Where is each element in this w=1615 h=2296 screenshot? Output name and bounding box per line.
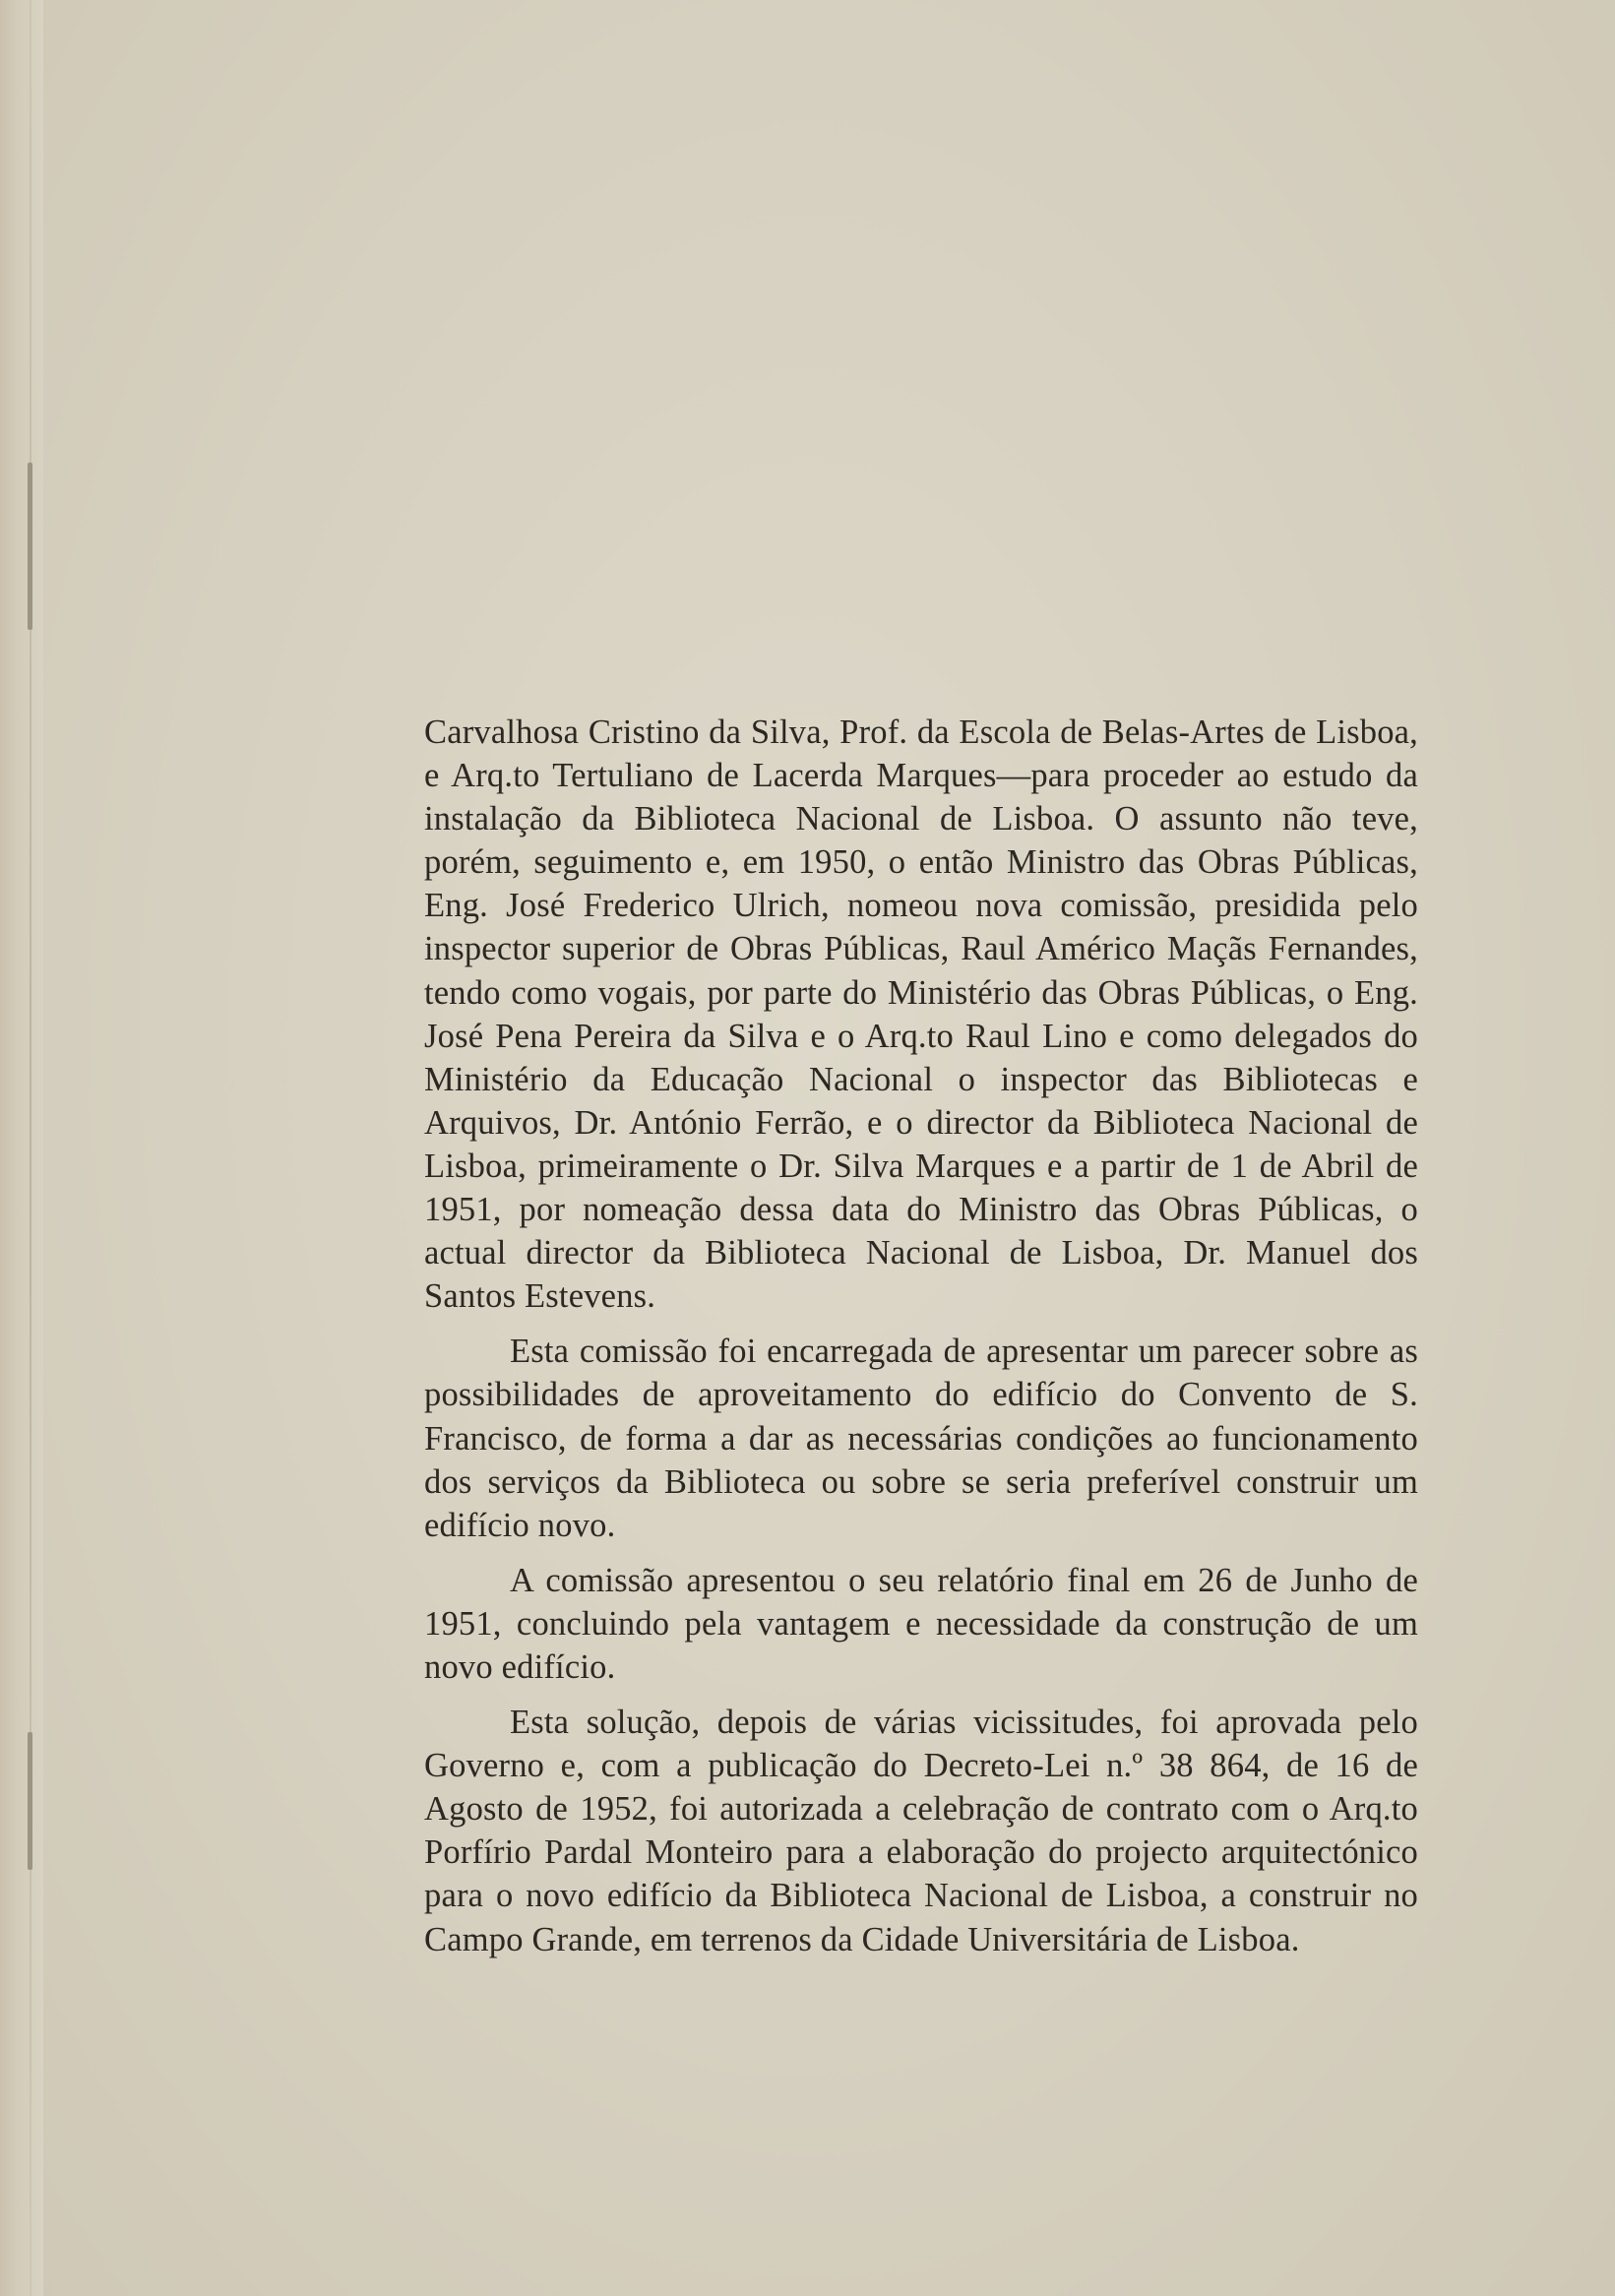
binding-line — [30, 0, 31, 2296]
staple-mark — [28, 463, 32, 630]
page-spine — [0, 0, 43, 2296]
paragraph: Esta solução, depois de várias vicissitudes, foi aprovada pelo Governo e, com a publicação do Decreto-Lei n.º 38 864, de 16 de Agosto de 1952, foi autorizada a celebração de contrato com o Arq.to Porfírio Pardal Monteiro para a elaboração do projecto arquitectónico para o novo edifício da Biblioteca Nacional de Lisboa, a construir no Campo Grande, em terrenos da Cidade Universitária de Lisboa. — [424, 1704, 1418, 1958]
paragraph: Esta comissão foi encarregada de apresentar um parecer sobre as possibilidades de aproveitamento do edifício do Convento de S. Francisco, de forma a dar as necessárias condições ao funcionamento dos serviços da Biblioteca ou sobre se seria preferível construir um edifício novo. — [424, 1333, 1418, 1544]
staple-mark — [28, 1732, 32, 1870]
paragraph: Carvalhosa Cristino da Silva, Prof. da Escola de Belas-Artes de Lisboa, e Arq.to Tertuliano de Lacerda Marques—para proceder ao estudo da instalação da Biblioteca Nacional de Lisboa. O assunto não teve, porém, seguimento e, em 1950, o então Ministro das Obras Públicas, Eng. José Frederico Ulrich, nomeou nova comissão, presidida pelo inspector superior de Obras Públicas, Raul Américo Maçãs Fernandes, tendo como vogais, por parte do Ministério das Obras Públicas, o Eng. José Pena Pereira da Silva e o Arq.to Raul Lino e como delegados do Ministério da Educação Nacional o inspector das Bibliotecas e Arquivos, Dr. António Ferrão, e o director da Biblioteca Nacional de Lisboa, primeiramente o Dr. Silva Marques e a partir de 1 de Abril de 1951, por nomeação dessa data do Ministro das Obras Públicas, o actual director da Biblioteca Nacional de Lisboa, Dr. Manuel dos Santos Estevens. — [424, 714, 1418, 1316]
body-text — [424, 711, 1418, 1961]
paragraph: A comissão apresentou o seu relatório final em 26 de Junho de 1951, concluindo pela vantagem e necessidade da construção de um novo edifício. — [424, 1561, 1418, 1686]
